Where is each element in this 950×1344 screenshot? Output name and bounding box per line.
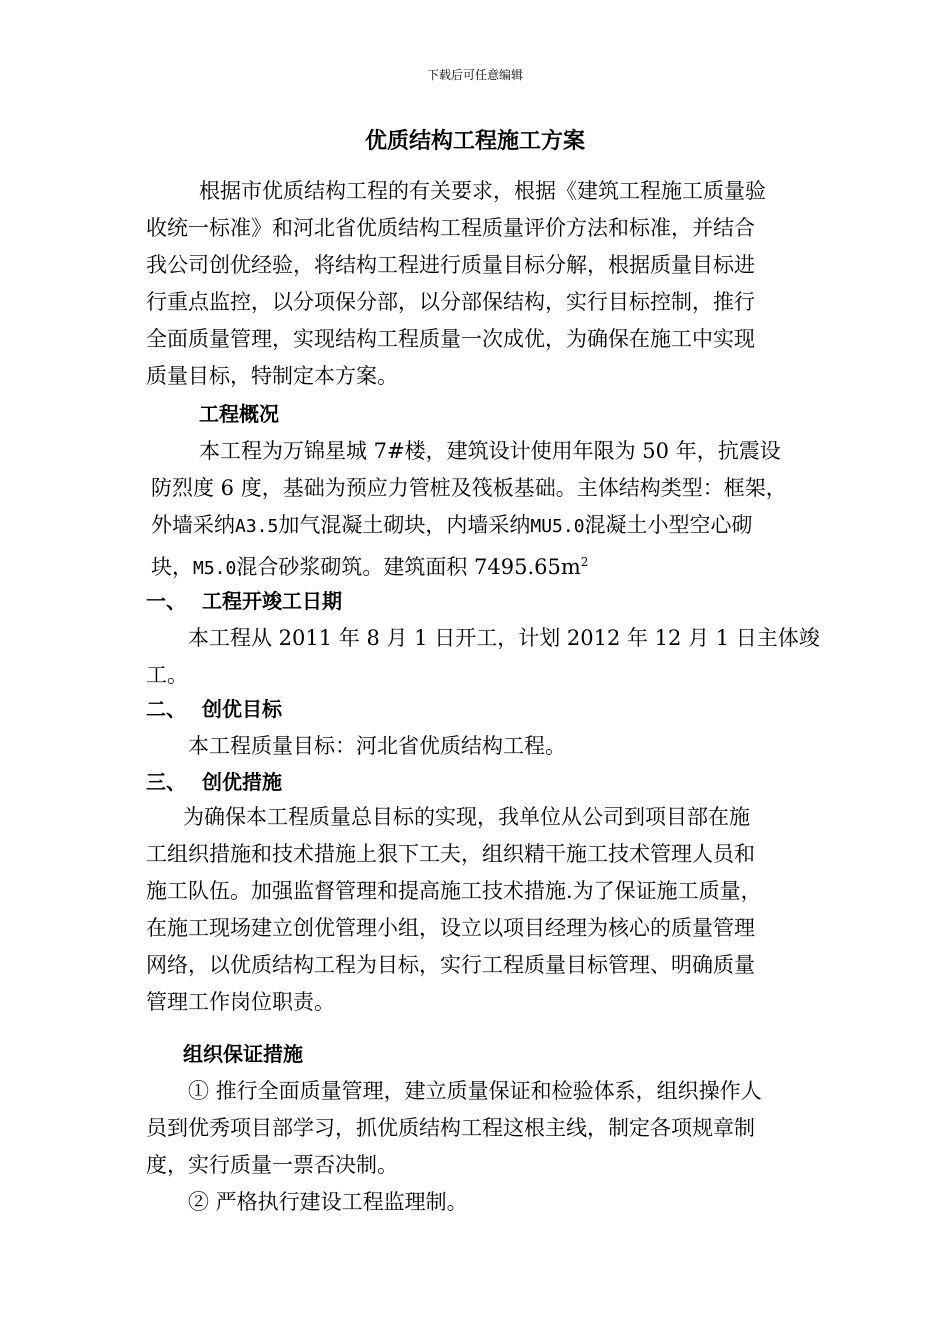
org-item-line: ② 严格执行建设工程监理制。	[188, 1190, 468, 1214]
intro-line: 质量目标，特制定本方案。	[146, 364, 398, 388]
section1-number: 一、	[146, 589, 186, 613]
header-note: 下载后可任意编辑	[426, 68, 523, 82]
overview-text: 混凝土小型空心砌	[584, 513, 753, 537]
intro-line: 根据市优质结构工程的有关要求，根据《建筑工程施工质量验	[199, 179, 766, 203]
section3-number: 三、	[146, 770, 186, 794]
intro-line: 收统一标准》和河北省优质结构工程质量评价方法和标准，并结合	[146, 216, 755, 240]
section3-line: 管理工作岗位职责。	[146, 990, 335, 1014]
intro-line: 全面质量管理，实现结构工程质量一次成优，为确保在施工中实现	[146, 327, 755, 351]
overview-code: A3.5	[235, 516, 279, 537]
section2-line: 本工程质量目标：河北省优质结构工程。	[188, 734, 566, 758]
section1-line: 本工程从 2011 年 8 月 1 日开工，计划 2012 年 12 月 1 日主体竣	[188, 626, 820, 650]
overview-text: 混合砂浆砌筑。建筑面积 7495.65m	[236, 555, 581, 579]
overview-line: 本工程为万锦星城 7#楼，建筑设计使用年限为 50 年，抗震设	[199, 439, 781, 463]
section2-number: 二、	[146, 697, 186, 721]
section1-line: 工。	[146, 663, 188, 687]
section3-line: 为确保本工程质量总目标的实现，我单位从公司到项目部在施	[183, 805, 750, 829]
document-title: 优质结构工程施工方案	[364, 129, 585, 154]
org-item-line: ① 推行全面质量管理，建立质量保证和检验体系，组织操作人	[188, 1079, 762, 1103]
superscript: 2	[580, 555, 589, 569]
section2-heading: 创优目标	[202, 697, 282, 721]
section3-line: 施工队伍。加强监督管理和提高施工技术措施.为了保证施工质量，	[146, 879, 762, 903]
section3-line: 工组织措施和技术措施上狠下工夫，组织精干施工技术管理人员和	[146, 842, 755, 866]
overview-line	[151, 548, 588, 583]
overview-code: MU5.0	[530, 516, 585, 537]
org-item-line: 员到优秀项目部学习，抓优质结构工程这根主线，制定各项规章制	[146, 1116, 755, 1140]
section3-line: 在施工现场建立创优管理小组，设立以项目经理为核心的质量管理	[146, 916, 755, 940]
intro-line: 行重点监控，以分项保分部，以分部保结构，实行目标控制，推行	[146, 290, 755, 314]
overview-line: 防烈度 6 度，基础为预应力管桩及筏板基础。主体结构类型：框架，	[151, 476, 787, 500]
overview-text: 块，	[151, 555, 193, 579]
org-heading: 组织保证措施	[183, 1042, 303, 1066]
overview-line	[151, 511, 753, 541]
section1-heading: 工程开竣工日期	[202, 589, 342, 613]
intro-line: 我公司创优经验，将结构工程进行质量目标分解，根据质量目标进	[146, 253, 755, 277]
org-item-line: 度，实行质量一票否决制。	[146, 1153, 398, 1177]
section3-heading: 创优措施	[202, 770, 282, 794]
overview-text: 外墙采纳	[151, 513, 235, 537]
overview-text: 加气混凝土砌块，内墙采纳	[278, 513, 531, 537]
overview-code: M5.0	[193, 558, 237, 579]
overview-heading: 工程概况	[199, 402, 279, 426]
section3-line: 网络，以优质结构工程为目标，实行工程质量目标管理、明确质量	[146, 953, 755, 977]
